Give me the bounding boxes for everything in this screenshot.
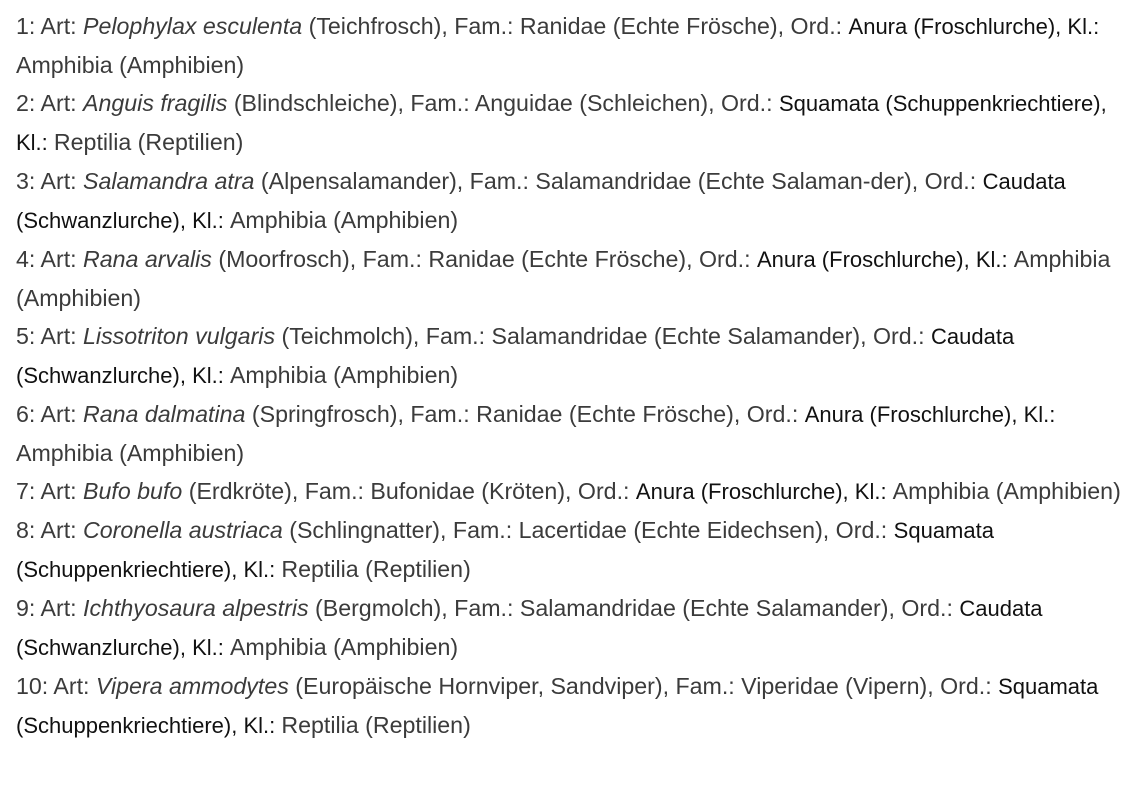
entry-4 [16, 240, 1121, 317]
order-name: Squamata (Schuppenkriechtiere), [16, 674, 1099, 738]
class-label: Kl.: [237, 557, 282, 582]
entry-number: 1: Art: [16, 13, 84, 39]
order-name: Anura (Froschlurche), [804, 402, 1018, 427]
entry-3 [16, 162, 1121, 240]
species-name: Vipera ammodytes [95, 673, 289, 699]
order-name: Caudata (Schwanzlurche), [16, 324, 1015, 388]
class-name: Amphibia (Amphibien) [229, 362, 459, 388]
entry-8 [16, 511, 1121, 589]
class-name: Amphibia (Amphibien) [16, 440, 245, 466]
common-name-and-family: (Alpensalamander), Fam.: Salamandridae (Echte Salaman-der), Ord.: [254, 168, 983, 194]
class-name: Amphibia (Amphibien) [229, 207, 459, 233]
entry-6 [16, 395, 1121, 472]
species-name: Lissotriton vulgaris [83, 323, 276, 349]
class-label: Kl.: [237, 713, 282, 738]
class-label: Kl.: [1017, 402, 1056, 427]
species-name: Anguis fragilis [83, 90, 228, 116]
entry-1 [16, 7, 1121, 84]
order-name: Anura (Froschlurche), [848, 14, 1062, 39]
entry-number: 2: Art: [16, 90, 84, 116]
common-name-and-family: (Blindschleiche), Fam.: Anguidae (Schleichen), Ord.: [227, 90, 779, 116]
entry-number: 6: Art: [16, 401, 84, 427]
common-name-and-family: (Erdkröte), Fam.: Bufonidae (Kröten), Ord.: [182, 478, 636, 504]
species-name: Ichthyosaura alpestris [83, 595, 309, 621]
class-label: Kl.: [185, 208, 230, 233]
entry-number: 8: Art: [16, 517, 84, 543]
class-name: Reptilia (Reptilien) [281, 556, 471, 582]
entry-9 [16, 589, 1121, 667]
entry-2 [16, 84, 1121, 162]
common-name-and-family: (Teichfrosch), Fam.: Ranidae (Echte Frösche), Ord.: [302, 13, 849, 39]
class-label: Kl.: [969, 247, 1014, 272]
species-name: Rana dalmatina [83, 401, 246, 427]
entry-7 [16, 472, 1121, 511]
class-name: Amphibia (Amphibien) [229, 634, 459, 660]
class-name: Amphibia (Amphibien) [16, 246, 1111, 311]
entry-number: 5: Art: [16, 323, 84, 349]
species-name: Pelophylax esculenta [83, 13, 303, 39]
order-name: Caudata (Schwanzlurche), [16, 169, 1066, 233]
entry-number: 10: Art: [16, 673, 96, 699]
order-name: Anura (Froschlurche), [756, 247, 970, 272]
species-name: Rana arvalis [83, 246, 212, 272]
order-name: Squamata (Schuppenkriechtiere), [16, 518, 994, 582]
entry-10 [16, 667, 1121, 745]
entry-number: 4: Art: [16, 246, 84, 272]
document-body [16, 7, 1121, 745]
common-name-and-family: (Springfrosch), Fam.: Ranidae (Echte Frösche), Ord.: [245, 401, 805, 427]
entry-number: 3: Art: [16, 168, 84, 194]
order-name: Anura (Froschlurche), [635, 479, 849, 504]
order-name: Squamata (Schuppenkriechtiere), [778, 91, 1107, 116]
common-name-and-family: (Schlingnatter), Fam.: Lacertidae (Echte Eidechsen), Ord.: [282, 517, 894, 543]
common-name-and-family: (Moorfrosch), Fam.: Ranidae (Echte Frösche), Ord.: [211, 246, 757, 272]
entry-number: 7: Art: [16, 478, 84, 504]
class-label: Kl.: [848, 479, 893, 504]
class-name: Amphibia (Amphibien) [892, 478, 1121, 504]
class-name: Reptilia (Reptilien) [53, 129, 244, 155]
common-name-and-family: (Europäische Hornviper, Sandviper), Fam.: Viperidae (Vipern), Ord.: [288, 673, 999, 699]
species-name: Salamandra atra [83, 168, 255, 194]
class-label: Kl.: [16, 130, 54, 155]
class-name: Reptilia (Reptilien) [281, 712, 471, 738]
entry-number: 9: Art: [16, 595, 84, 621]
species-name: Bufo bufo [83, 478, 183, 504]
species-name: Coronella austriaca [83, 517, 283, 543]
class-label: Kl.: [185, 363, 230, 388]
order-name: Caudata (Schwanzlurche), [16, 596, 1043, 660]
entry-5 [16, 317, 1121, 395]
class-name: Amphibia (Amphibien) [16, 52, 245, 78]
common-name-and-family: (Teichmolch), Fam.: Salamandridae (Echte Salamander), Ord.: [275, 323, 931, 349]
class-label: Kl.: [1061, 14, 1100, 39]
class-label: Kl.: [185, 635, 230, 660]
common-name-and-family: (Bergmolch), Fam.: Salamandridae (Echte Salamander), Ord.: [308, 595, 960, 621]
